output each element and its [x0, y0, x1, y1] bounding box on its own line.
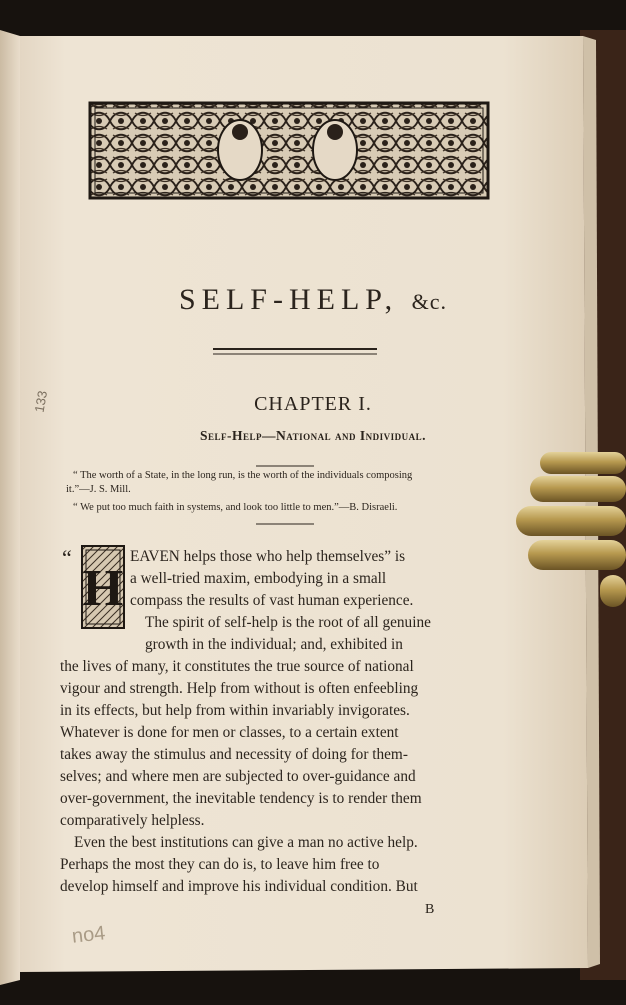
body-line: compass the results of vast human experience. [130, 592, 414, 609]
chapter-subtitle: Self-Help—National and Individual. [200, 428, 426, 443]
body-line: vigour and strength. Help from without is often enfeebling [60, 680, 419, 697]
body-line: develop himself and improve his individual condition. But [60, 878, 418, 895]
pencil-inscription: no4 [70, 922, 107, 948]
left-page [0, 30, 20, 985]
body-line: takes away the stimulus and necessity of doing for them- [60, 746, 408, 763]
body-line: over-government, the inevitable tendency is to render them [60, 790, 422, 807]
opening-quote-mark: “ [62, 545, 72, 570]
body-line: comparatively helpless. [60, 812, 205, 829]
body-line: growth in the individual; and, exhibited in [145, 636, 403, 653]
signature-mark: B [425, 902, 435, 917]
body-line: Perhaps the most they can do is, to leave him free to [60, 856, 380, 873]
body-line: a well-tried maxim, embodying in a small [130, 570, 387, 587]
drop-cap-h [82, 546, 124, 628]
body-line: The spirit of self-help is the root of all genuine [145, 614, 431, 631]
body-line: Even the best institutions can give a man no active help. [74, 834, 418, 851]
body-line: EAVEN helps those who help themselves” is [130, 548, 406, 565]
body-line: Whatever is done for men or classes, to a certain extent [60, 724, 399, 741]
epigraph-line: “ We put too much faith in systems, and look too little to men.”—B. Disraeli. [73, 502, 398, 513]
epigraph-line: it.”—J. S. Mill. [66, 484, 131, 495]
margin-pencil-note: 133 [31, 389, 51, 414]
svg-text:H: H [82, 560, 124, 617]
ornamental-headpiece [90, 103, 488, 198]
body-line: selves; and where men are subjected to over-guidance and [60, 768, 416, 785]
book-title: SELF-HELP, &c. [178, 283, 448, 316]
body-line: the lives of many, it constitutes the true source of national [60, 658, 414, 675]
epigraph-line: “ The worth of a State, in the long run, is the worth of the individuals composing [73, 470, 413, 481]
chapter-heading: CHAPTER I. [254, 393, 372, 415]
body-line: in its effects, but help from within invariably invigorates. [60, 702, 410, 719]
